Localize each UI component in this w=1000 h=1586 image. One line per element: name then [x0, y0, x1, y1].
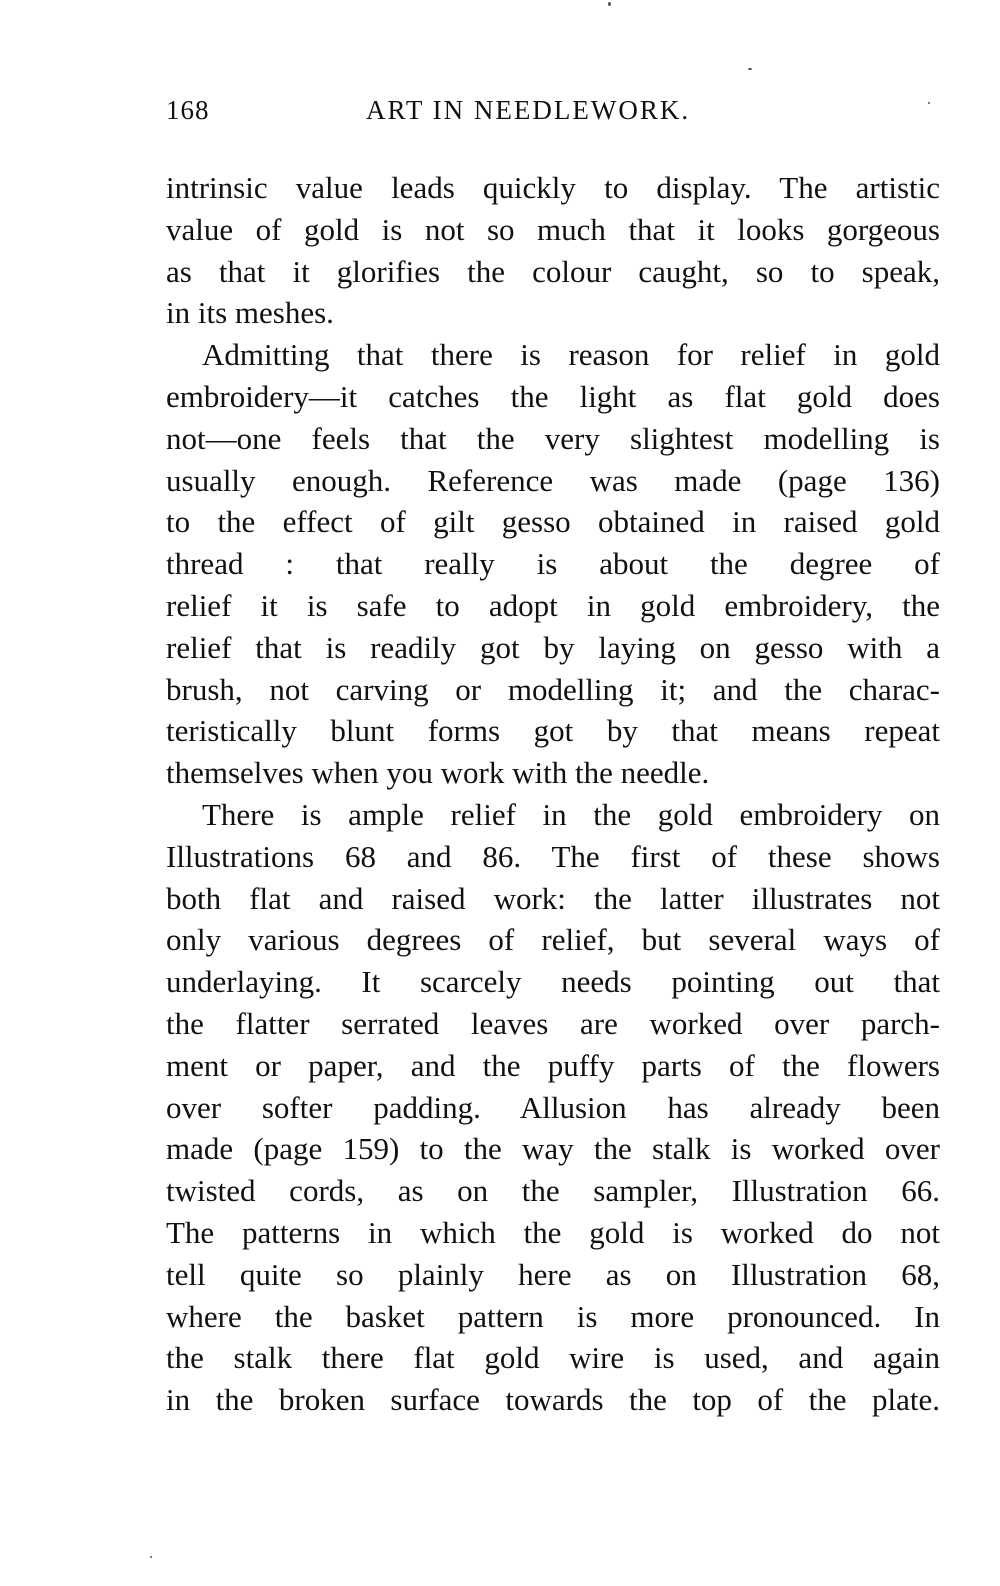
text-line: in the broken surface towards the top of the plate.	[166, 1382, 940, 1418]
scan-speck	[928, 102, 930, 104]
text-line: the flatter serrated leaves are worked over parch-	[166, 1005, 940, 1041]
running-title: ART IN NEEDLEWORK.	[366, 95, 691, 125]
body-text	[166, 167, 940, 1421]
text-line: brush, not carving or modelling it; and the charac-	[166, 671, 940, 707]
page-number: 168	[166, 95, 210, 125]
text-line: ment or paper, and the puffy parts of the flowers	[166, 1047, 940, 1083]
text-line: where the basket pattern is more pronounced. In	[166, 1298, 940, 1334]
text-line: twisted cords, as on the sampler, Illustration 66.	[166, 1173, 940, 1209]
text-line: usually enough. Reference was made (page 136)	[166, 462, 940, 498]
text-line: not—one feels that the very slightest modelling is	[166, 420, 940, 456]
text-line: made (page 159) to the way the stalk is worked over	[166, 1131, 940, 1167]
text-line: as that it glorifies the colour caught, so to speak,	[166, 253, 940, 289]
text-line: Illustrations 68 and 86. The first of these shows	[166, 838, 940, 874]
text-line: over softer padding. Allusion has already been	[166, 1089, 940, 1125]
text-line: Admitting that there is reason for relief in gold	[202, 337, 940, 373]
text-line: relief that is readily got by laying on gesso with a	[166, 629, 940, 665]
text-line: value of gold is not so much that it looks gorgeous	[166, 211, 940, 247]
text-line: the stalk there flat gold wire is used, and again	[166, 1340, 940, 1376]
text-line: in its meshes.	[166, 295, 334, 331]
text-line: embroidery—it catches the light as flat gold does	[166, 378, 940, 414]
scan-speck	[150, 1556, 152, 1558]
text-line: The patterns in which the gold is worked do not	[166, 1214, 940, 1250]
text-line: themselves when you work with the needle.	[166, 755, 710, 791]
text-line: underlaying. It scarcely needs pointing out that	[166, 964, 940, 1000]
text-line: relief it is safe to adopt in gold embroidery, the	[166, 587, 940, 623]
scan-speck	[748, 68, 752, 70]
scan-speck	[608, 2, 611, 6]
text-line: There is ample relief in the gold embroidery on	[202, 796, 940, 832]
text-line: to the effect of gilt gesso obtained in raised gold	[166, 504, 940, 540]
page-header	[166, 95, 940, 135]
text-line: intrinsic value leads quickly to display. The artistic	[166, 170, 940, 205]
text-line: tell quite so plainly here as on Illustration 68,	[166, 1256, 940, 1292]
text-line: thread : that really is about the degree of	[166, 546, 940, 582]
text-line: teristically blunt forms got by that means repeat	[166, 713, 940, 749]
text-line: only various degrees of relief, but several ways of	[166, 922, 940, 958]
text-line: both flat and raised work: the latter illustrates not	[166, 880, 940, 916]
